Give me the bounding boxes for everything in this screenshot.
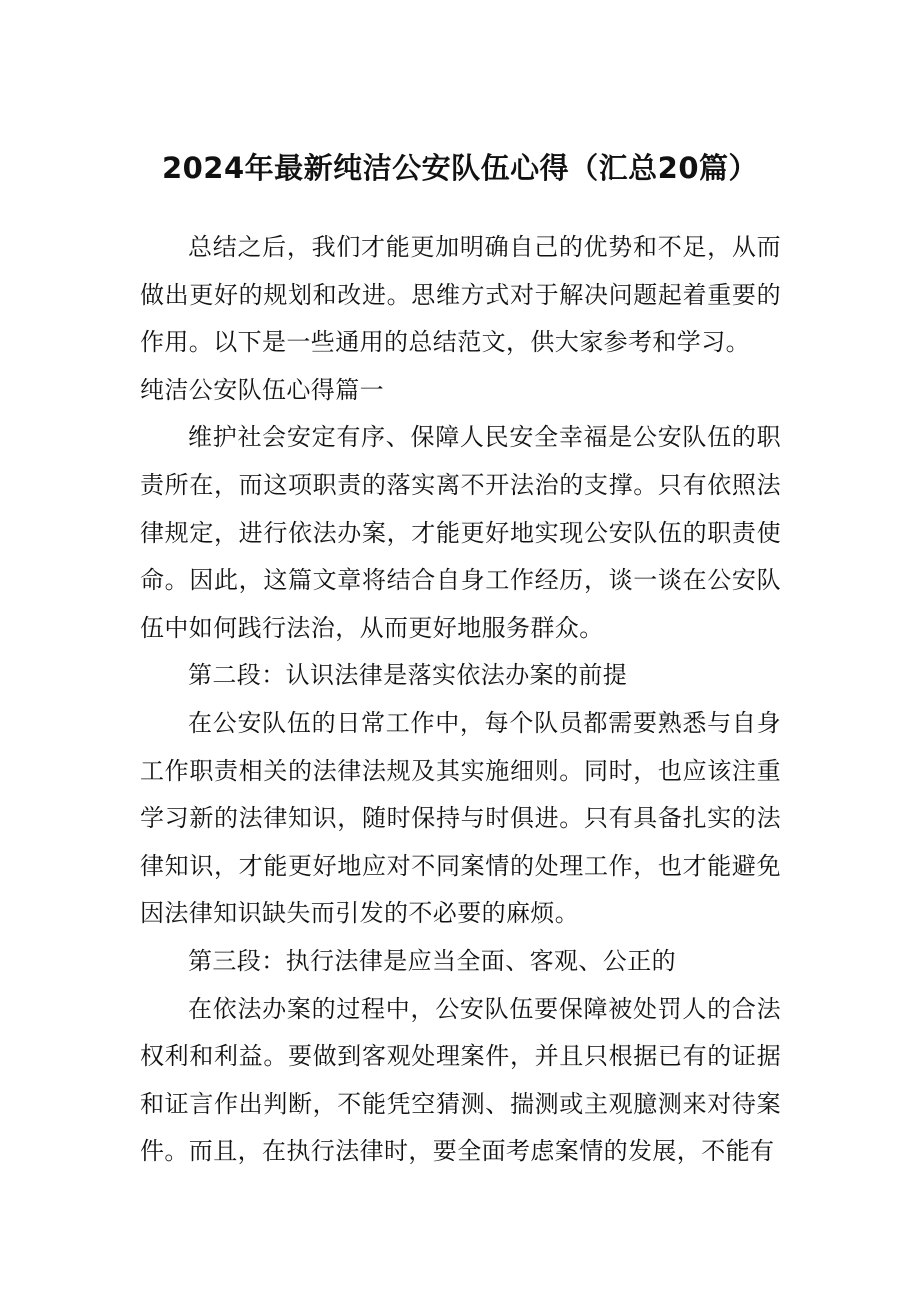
body-paragraph: 维护社会安定有序、保障人民安全幸福是公安队伍的职责所在，而这项职责的落实离不开法治的支撑。只有依照法律规定，进行依法办案，才能更好地实现公安队伍的职责使命。因此，这篇文章将结合自身工作经历，谈一谈在公安队伍中如何践行法治，从而更好地服务群众。: [140, 423, 781, 642]
intro-paragraph: 总结之后，我们才能更加明确自己的优势和不足，从而做出更好的规划和改进。思维方式对于解决问题起着重要的作用。以下是一些通用的总结范文，供大家参考和学习。: [140, 233, 781, 357]
subheading-paragraph: 第三段：执行法律是应当全面、客观、公正的: [188, 946, 676, 975]
section-heading: 纯洁公安队伍心得篇一: [140, 375, 384, 404]
document-body: [140, 224, 781, 1176]
document-title: 2024年最新纯洁公安队伍心得（汇总20篇）: [161, 151, 759, 185]
body-paragraph: 在公安队伍的日常工作中，每个队员都需要熟悉与自身工作职责相关的法律法规及其实施细则。同时，也应该注重学习新的法律知识，随时保持与时俱进。只有具备扎实的法律知识，才能更好地应对不同案情的处理工作，也才能避免因法律知识缺失而引发的不必要的麻烦。: [140, 708, 781, 928]
body-paragraph: 在依法办案的过程中，公安队伍要保障被处罚人的合法权利和利益。要做到客观处理案件，并且只根据已有的证据和证言作出判断，不能凭空猜测、揣测或主观臆测来对待案件。而且，在执行法律时，要全面考虑案情的发展，不能有: [140, 994, 781, 1166]
subheading-paragraph: 第二段：认识法律是落实依法办案的前提: [188, 661, 628, 690]
